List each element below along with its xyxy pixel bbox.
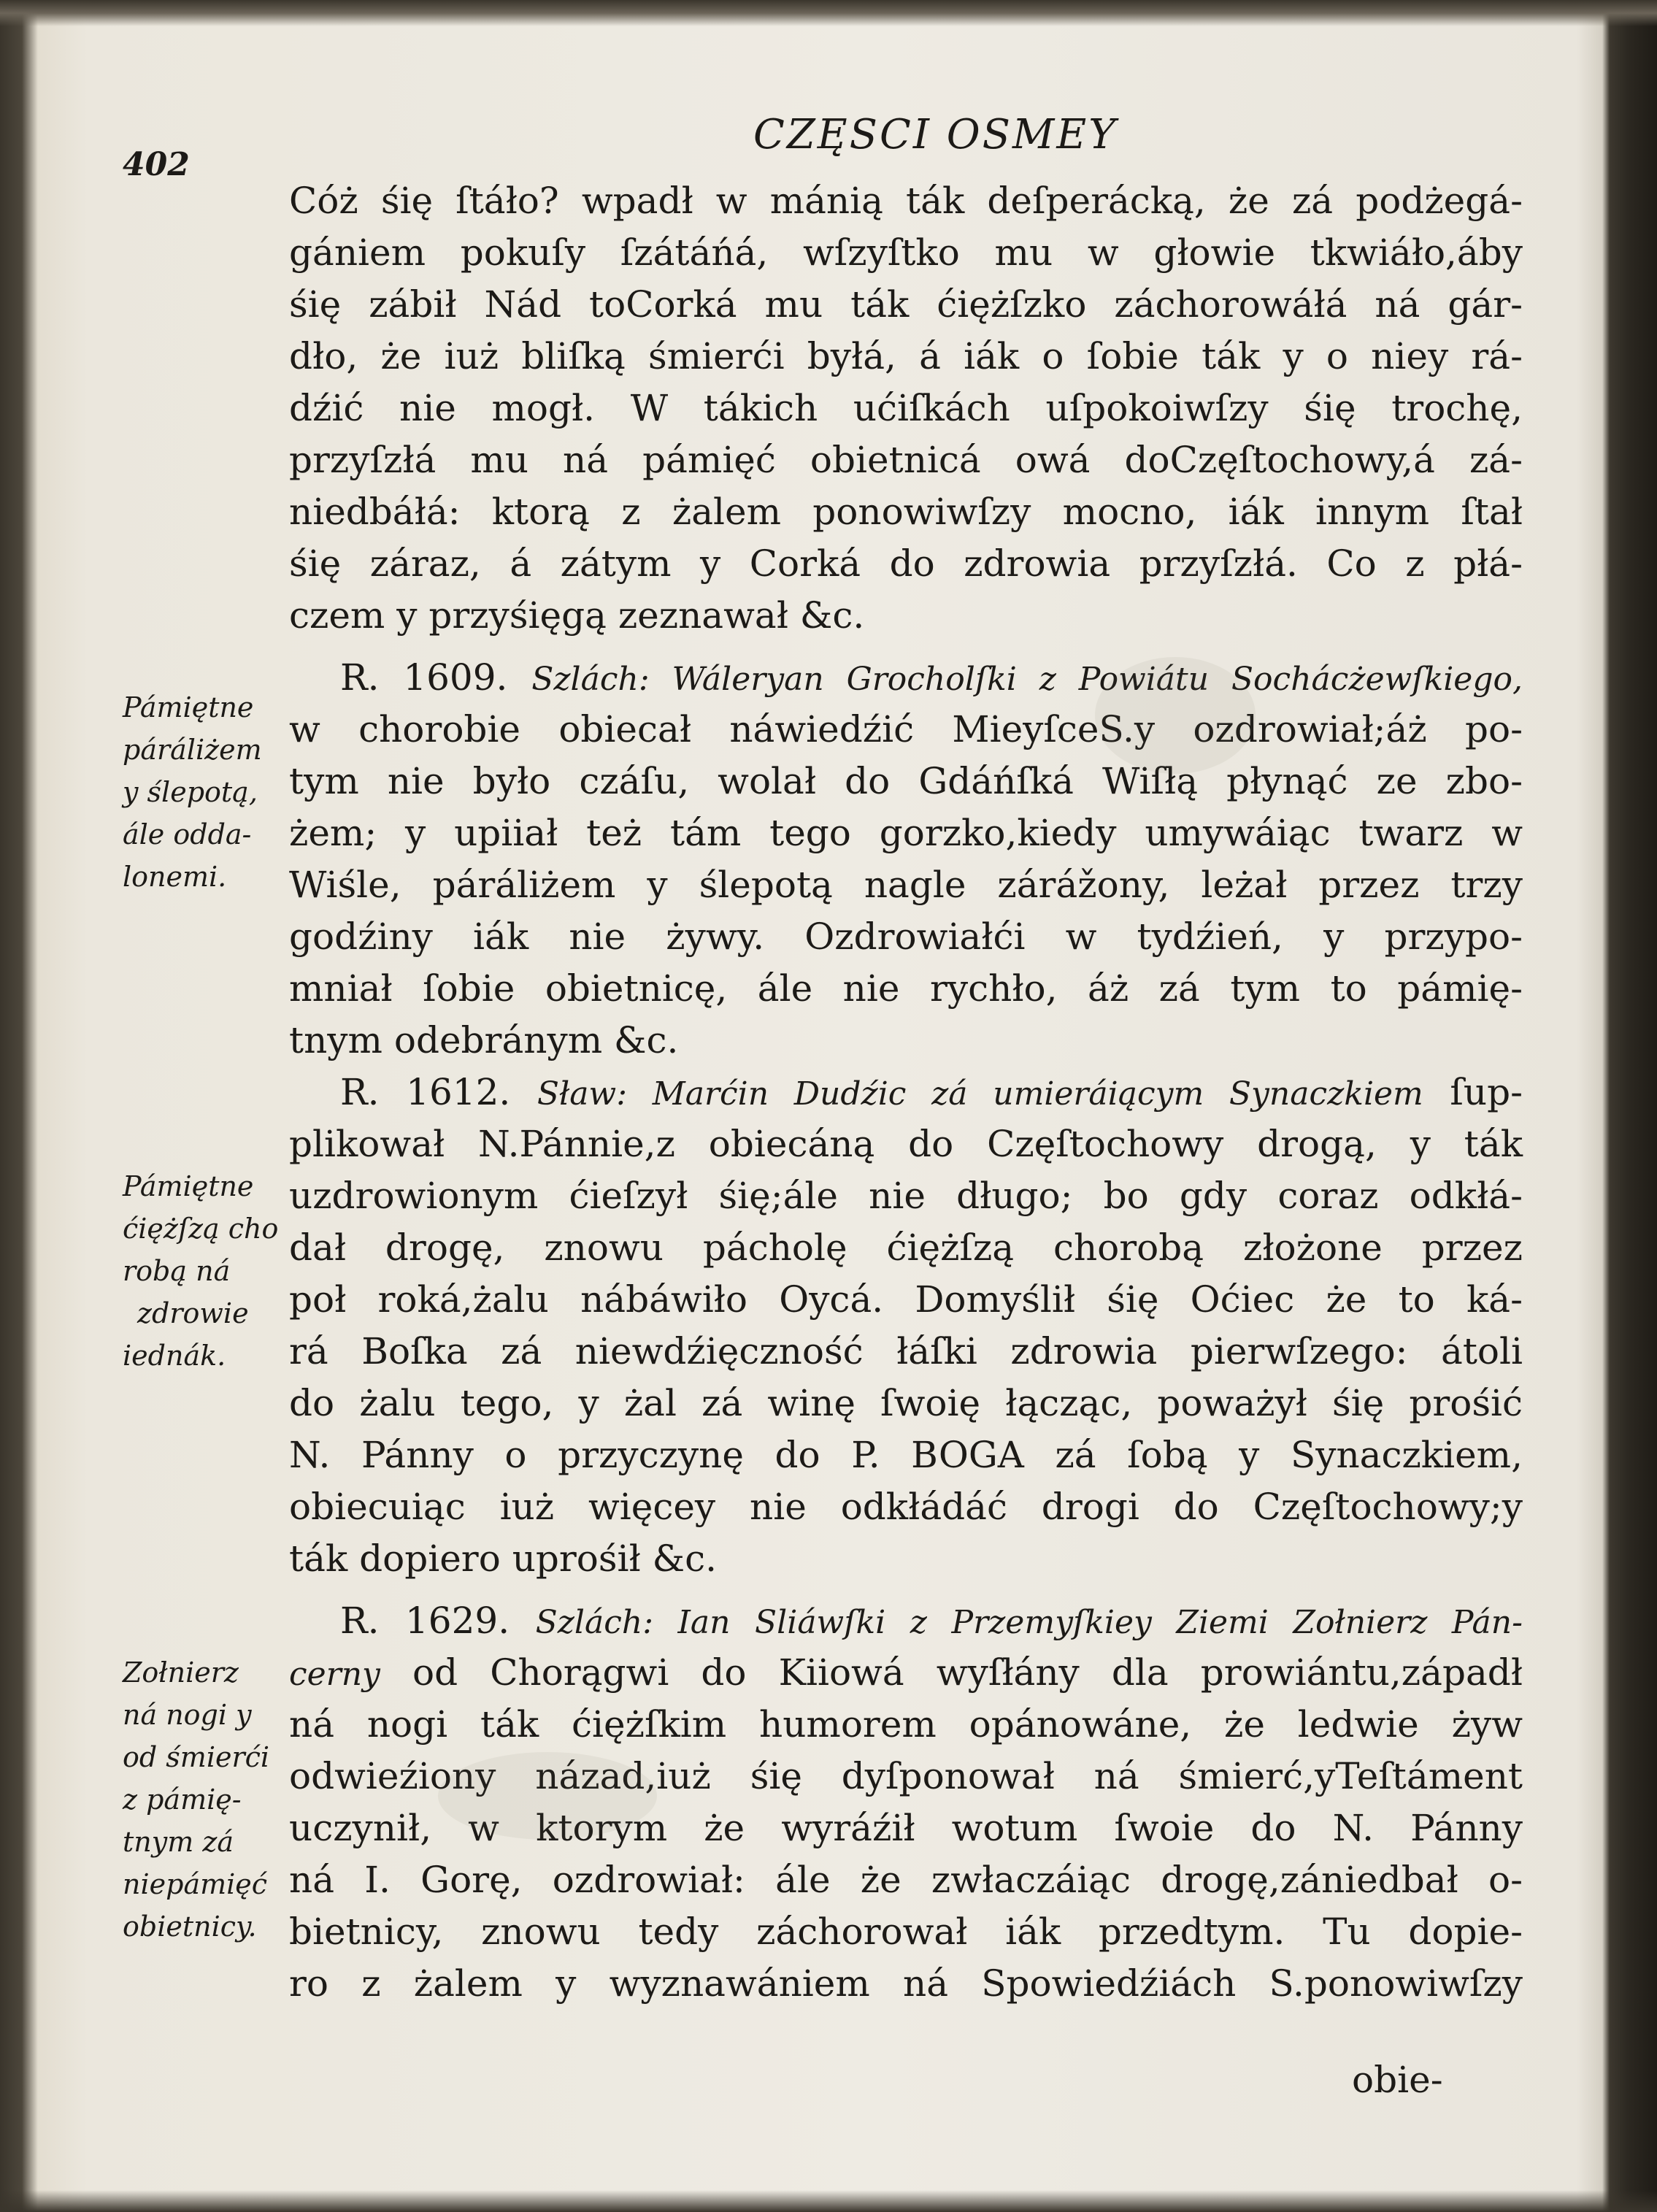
text-line: w chorobie obiecał náwiedźić MieyſceS.y ozdrowiał;áż po-	[289, 708, 1523, 750]
text-line: ro z żalem y wyznawániem ná Spowiedźiách S.ponowiwſzy	[289, 1962, 1523, 2005]
year-label: R. 1629.	[340, 1600, 510, 1642]
text-line: tnym odebránym &c.	[289, 1019, 679, 1061]
text-line: dał drogę, znowu pácholę ćiężſzą chorobą złożone przez	[289, 1226, 1523, 1269]
text-line: obiecuiąc iuż więcey nie odkłádáć drogi do Częſtochowy;y	[289, 1486, 1523, 1528]
text-line: czem y przyśięgą zeznawał &c.	[289, 594, 865, 637]
margin-note-line: z pámię-	[123, 1783, 242, 1816]
paper-stain	[1095, 657, 1256, 774]
margin-note-line: od śmierći	[123, 1741, 270, 1773]
catchword: obie-	[1352, 2059, 1443, 2101]
text-line: dło, że iuż bliſką śmierći byłá, á iák o ſobie ták y o niey rá-	[289, 335, 1523, 377]
year-label: R. 1609.	[340, 656, 508, 699]
text-line: dźić nie mogł. W tákich ućiſkách uſpokoiwſzy śię trochę,	[289, 387, 1523, 429]
text-line: plikował N.Pánnie,z obiecáną do Częſtochowy drogą, y ták	[289, 1123, 1523, 1165]
text-line: żem; y upiiał też tám tego gorzko,kiedy umywáiąc twarz w	[289, 812, 1523, 854]
margin-note-line: ále odda-	[123, 818, 252, 850]
paragraph-lead-line-2	[289, 1647, 1523, 1699]
text-line: niedbáłá: ktorą z żalem ponowiwſzy mocno, iák innym ſtał	[289, 491, 1523, 533]
text-line: bietnicy, znowu tedy záchorował iák przedtym. Tu dopie-	[289, 1910, 1523, 1953]
year-label: R. 1612.	[340, 1071, 511, 1113]
text-line: ná nogi ták ćiężſkim humorem opánowáne, że ledwie żyw	[289, 1703, 1523, 1746]
margin-note-line: ná nogi y	[123, 1699, 252, 1731]
italic-lead: Szlách: Ian Sliáwſki z Przemyſkiey Ziemi Zołnierz Pán-	[535, 1604, 1523, 1641]
margin-note-line: zdrowie	[137, 1297, 249, 1329]
running-head: CZĘSCI OSMEY	[753, 111, 1118, 158]
margin-note-line: Zołnierz	[123, 1656, 239, 1689]
text-line: tym nie było czáſu, wolał do Gdáńſká Wiſłą płynąć ze zbo-	[289, 760, 1523, 802]
margin-note-line: iednák.	[123, 1340, 226, 1372]
text-line: Cóż śię ſtáło? wpadł w mánią ták deſperácką, że zá podżegá-	[289, 180, 1523, 222]
page-number: 402	[123, 146, 190, 183]
margin-note-soldier	[123, 1651, 298, 1948]
margin-note-line: páráliżem	[123, 734, 262, 766]
italic-lead: cerny	[289, 1656, 380, 1693]
paragraph-lead-line	[289, 1595, 1523, 1647]
paper-stain	[438, 1752, 657, 1840]
margin-note-illness	[123, 1165, 298, 1377]
text-line: uczynił, w ktorym że wyráźił wotum ſwoie do N. Pánny	[289, 1807, 1523, 1849]
text-line: N. Pánny o przyczynę do P. BOGA zá ſobą y Synaczkiem,	[289, 1434, 1523, 1476]
body-text	[289, 175, 1523, 2010]
italic-lead: Szlách: Wáleryan Grocholſki z Powiátu Sochácżewſkiego,	[531, 661, 1523, 698]
italic-lead: Sław: Marćin Dudźic zá umieráiącym Synaczkiem	[537, 1075, 1423, 1113]
text-line: do żalu tego, y żal zá winę ſwoię łącząc, poważył śię prośić	[289, 1382, 1523, 1424]
paragraph-lead-line	[289, 652, 1523, 704]
margin-note-line: Pámiętne	[123, 1170, 254, 1202]
text-line: godźiny iák nie żywy. Ozdrowiałći w tydźień, y przypo-	[289, 915, 1523, 958]
text-line: ták dopiero uprośił &c.	[289, 1537, 718, 1580]
paragraph-lead-line	[289, 1067, 1523, 1118]
text-line: uzdrowionym ćieſzył śię;ále nie długo; bo gdy coraz odkłá-	[289, 1175, 1523, 1217]
margin-note-line: niepámięć	[123, 1868, 268, 1900]
text-line: śię záraz, á zátym y Corká do zdrowia przyſzłá. Co z płá-	[289, 542, 1523, 585]
text-line: odwieźiony názad,iuż śię dyſponował ná śmierć,yTeſtáment	[289, 1755, 1523, 1797]
text-line: rá Boſka zá niewdźięczność łáſki zdrowia pierwſzego: átoli	[289, 1330, 1523, 1372]
lead-tail: od Chorągwi do Kiiowá wyſłány dla prowiántu,západł	[412, 1651, 1523, 1694]
margin-note-line: y ślepotą,	[123, 776, 258, 808]
text-line: ná I. Gorę, ozdrowiał: ále że zwłaczáiąc drogę,zániedbał o-	[289, 1859, 1523, 1901]
text-line: mniał ſobie obietnicę, ále nie rychło, áż zá tym to pámię-	[289, 967, 1523, 1010]
text-line: poł roká,żalu nábáwiło Oycá. Domyślił śię Oćiec że to ká-	[289, 1278, 1523, 1321]
lead-tail: ſup-	[1450, 1071, 1523, 1113]
margin-note-paralysis	[123, 686, 298, 898]
margin-note-line: ćiężſzą cho	[123, 1213, 279, 1245]
margin-note-line: lonemi.	[123, 861, 227, 893]
margin-note-line: Pámiętne	[123, 691, 254, 723]
text-line: przyſzłá mu ná pámięć obietnicá owá doCzęſtochowy,á zá-	[289, 439, 1523, 481]
text-line: gániem pokuſy ſzátáńá, wſzyſtko mu w głowie tkwiáło,áby	[289, 231, 1523, 274]
text-line: śię zábił Nád toCorká mu ták ćiężſzko záchorowáłá ná gár-	[289, 283, 1523, 326]
margin-note-line: robą ná	[123, 1255, 231, 1287]
margin-note-line: obietnicy.	[123, 1910, 257, 1943]
margin-note-line: tnym zá	[123, 1826, 234, 1858]
text-line: Wiśle, páráliżem y ślepotą nagle zárážony, leżał przez trzy	[289, 864, 1523, 906]
